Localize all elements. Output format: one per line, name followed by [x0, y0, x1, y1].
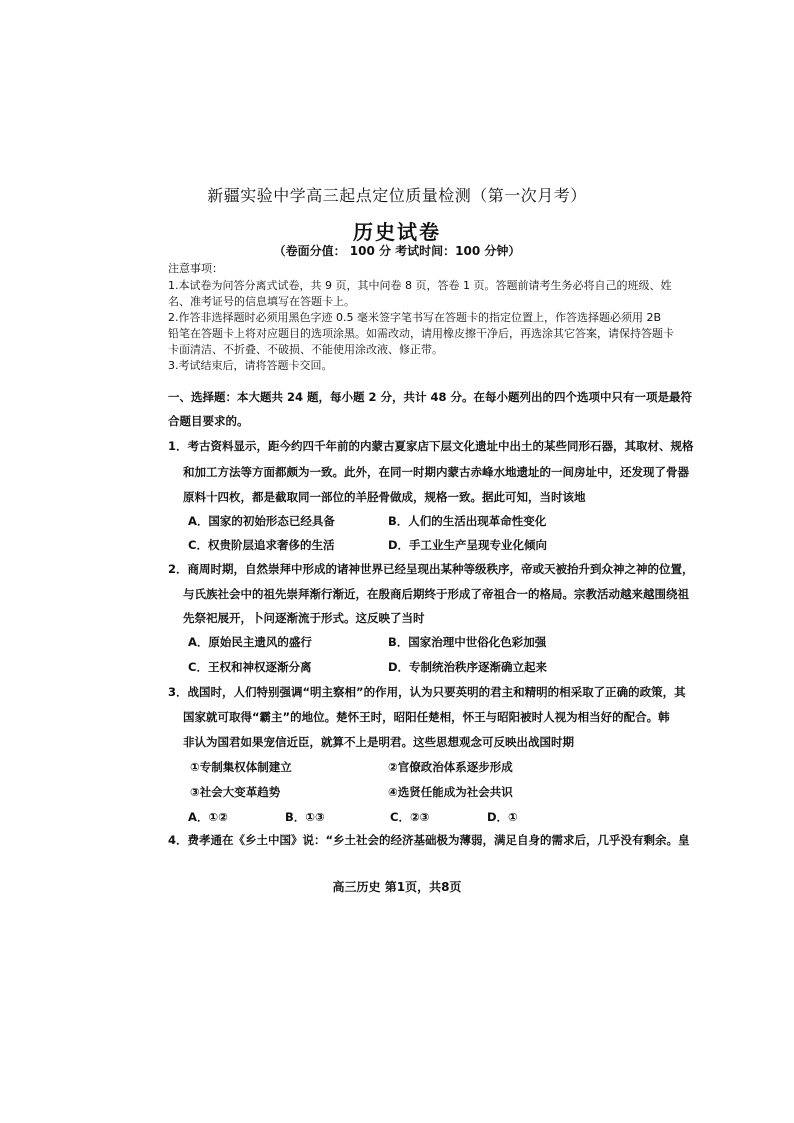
notes-line: 2.作答非选择题时必须用黑色字迹 0.5 毫米签字笔书写在答题卡的指定位置上，作答选择题必须用 2B	[168, 311, 662, 324]
question-2-option-a: A．原始民主遗风的盛行	[188, 635, 312, 649]
question-3-text: 国家就可取得“霸主”的地位。楚怀王时，昭阳任楚相，怀王与昭阳被时人视为相当好的配合。韩	[183, 710, 670, 724]
question-3-statement-3: ③社会大变革趋势	[190, 785, 281, 799]
notes-line: 名、准考证号的信息填写在答题卡上。	[168, 295, 355, 308]
question-2-text: 2．商周时期，自然崇拜中形成的诸神世界已经呈现出某种等级秩序，帝或天被抬升到众神之神的位置，	[168, 562, 694, 576]
notes-line: 卡面清洁、不折叠、不破损、不能使用涂改液、修正带。	[168, 343, 443, 356]
question-3-option-c: C．②③	[390, 810, 430, 824]
question-1-option-a: A．国家的初始形态已经具备	[188, 514, 335, 528]
question-2-text: 先祭祀展开，卜问逐渐流于形式。这反映了当时	[183, 611, 425, 625]
exam-header: 新疆实验中学高三起点定位质量检测（第一次月考）	[207, 186, 587, 205]
notes-line: 3.考试结束后，请将答题卡交回。	[168, 359, 333, 372]
question-3-option-d: D．①	[487, 810, 518, 824]
section-title: 一、选择题：本大题共 24 题，每小题 2 分，共计 48 分。在每小题列出的四个选项中只有一项是最符	[168, 390, 693, 404]
question-3-statement-4: ④选贤任能成为社会共识	[388, 785, 513, 799]
notes-line: 1.本试卷为问答分离式试卷，共 9 页，其中问卷 8 页，答卷 1 页。答题前请考生务必将自己的班级、姓	[168, 279, 672, 292]
question-2-option-d: D．专制统治秩序逐渐确立起来	[388, 660, 548, 674]
question-2-option-c: C．王权和神权逐渐分离	[188, 660, 312, 674]
question-1-text: 原料十四枚，都是截取同一部位的羊胫骨做成，规格一致。据此可知，当时该地	[183, 490, 586, 504]
question-3-option-a: A．①②	[188, 810, 228, 824]
question-1-option-d: D．手工业生产呈现专业化倾向	[388, 538, 548, 552]
question-4-text: 4．费孝通在《乡土中国》说：“乡土社会的经济基础极为薄弱，满足自身的需求后，几乎没有剩余。皇	[168, 833, 690, 847]
exam-info: （卷面分值： 100 分 考试时间：100 分钟）	[273, 244, 521, 258]
page-footer: 高三历史 第1页，共8页	[332, 880, 462, 894]
question-3-statement-2: ②官僚政治体系逐步形成	[388, 760, 513, 774]
question-1-text: 和加工方法等方面都颇为一致。此外，在同一时期内蒙古赤峰水地遗址的一间房址中，还发现了骨器	[183, 465, 689, 479]
notes-title: 注意事项：	[168, 262, 223, 275]
question-3-statement-1: ①专制集权体制建立	[190, 760, 292, 774]
question-1-text: 1．考古资料显示，距今约四千年前的内蒙古夏家店下层文化遗址中出土的某些同形石器，其取材、规格	[168, 439, 694, 453]
question-1-option-b: B．人们的生活出现革命性变化	[388, 514, 547, 528]
question-2-option-b: B．国家治理中世俗化色彩加强	[388, 635, 547, 649]
question-3-text: 3．战国时，人们特别强调“明主察相”的作用，认为只要英明的君主和精明的相采取了正确的政策，其	[168, 685, 686, 699]
notes-line: 铅笔在答题卡上将对应题目的选项涂黑。如需改动，请用橡皮擦干净后，再选涂其它答案，请保持答题卡	[168, 327, 674, 340]
section-title: 合题目要求的。	[168, 414, 249, 428]
question-1-option-c: C．权贵阶层追求奢侈的生活	[188, 538, 335, 552]
question-3-text: 非认为国君如果宠信近臣，就算不上是明君。这些思想观念可反映出战国时期	[183, 735, 574, 749]
subject-title: 历史试卷	[353, 220, 441, 244]
question-3-option-b: B．①③	[285, 810, 325, 824]
question-2-text: 与氏族社会中的祖先崇拜渐行渐近，在殷商后期终于形成了帝祖合一的格局。宗教活动越来越围绕祖	[183, 587, 689, 601]
